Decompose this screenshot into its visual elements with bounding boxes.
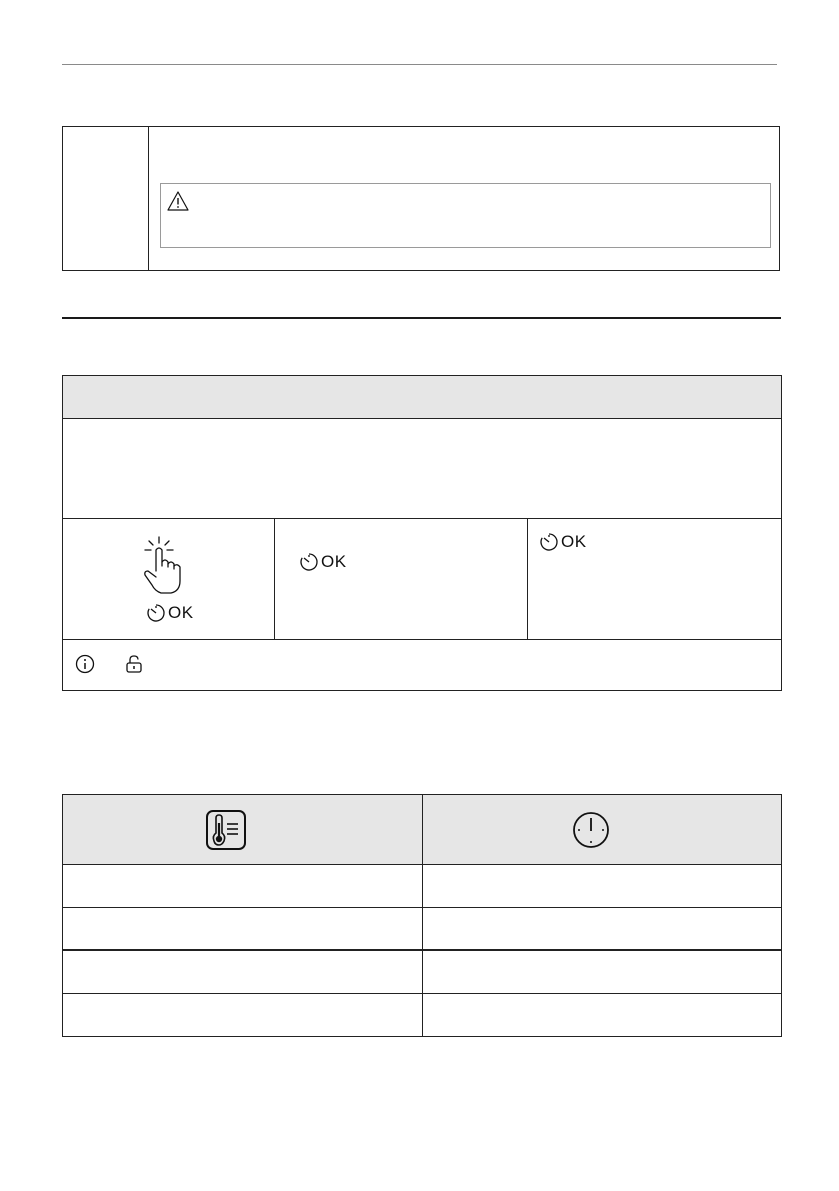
panel-description [63, 419, 781, 519]
lock-icon [125, 654, 143, 674]
timer-icon [539, 532, 559, 552]
timer-icon [299, 552, 319, 572]
timer-ok-button-2[interactable] [299, 552, 347, 572]
panel-note-row [63, 640, 781, 690]
step-cell-touch [63, 519, 275, 639]
step-box [62, 126, 780, 271]
timer-ok-button-1[interactable] [146, 603, 194, 623]
clock-icon [571, 810, 611, 850]
ok-label: OK [561, 532, 587, 551]
ok-label: OK [321, 552, 347, 571]
step-cell-press [275, 519, 528, 639]
section-rule [62, 317, 781, 319]
panel-header [63, 376, 781, 419]
instruction-panel [62, 375, 782, 691]
header-rule [62, 64, 777, 65]
panel-steps-row [63, 519, 781, 640]
step-number-column [63, 127, 149, 270]
warning-box [160, 183, 771, 248]
info-icon [75, 654, 95, 674]
sensor-timer-table [62, 794, 782, 1037]
food-sensor-icon [205, 809, 247, 851]
step-cell-confirm [528, 519, 781, 639]
timer-icon [146, 603, 166, 623]
warning-triangle-icon [167, 191, 189, 211]
hand-touch-icon [139, 535, 187, 597]
column-divider [422, 795, 423, 1036]
timer-ok-button-3[interactable] [539, 532, 587, 552]
ok-label: OK [168, 603, 194, 622]
